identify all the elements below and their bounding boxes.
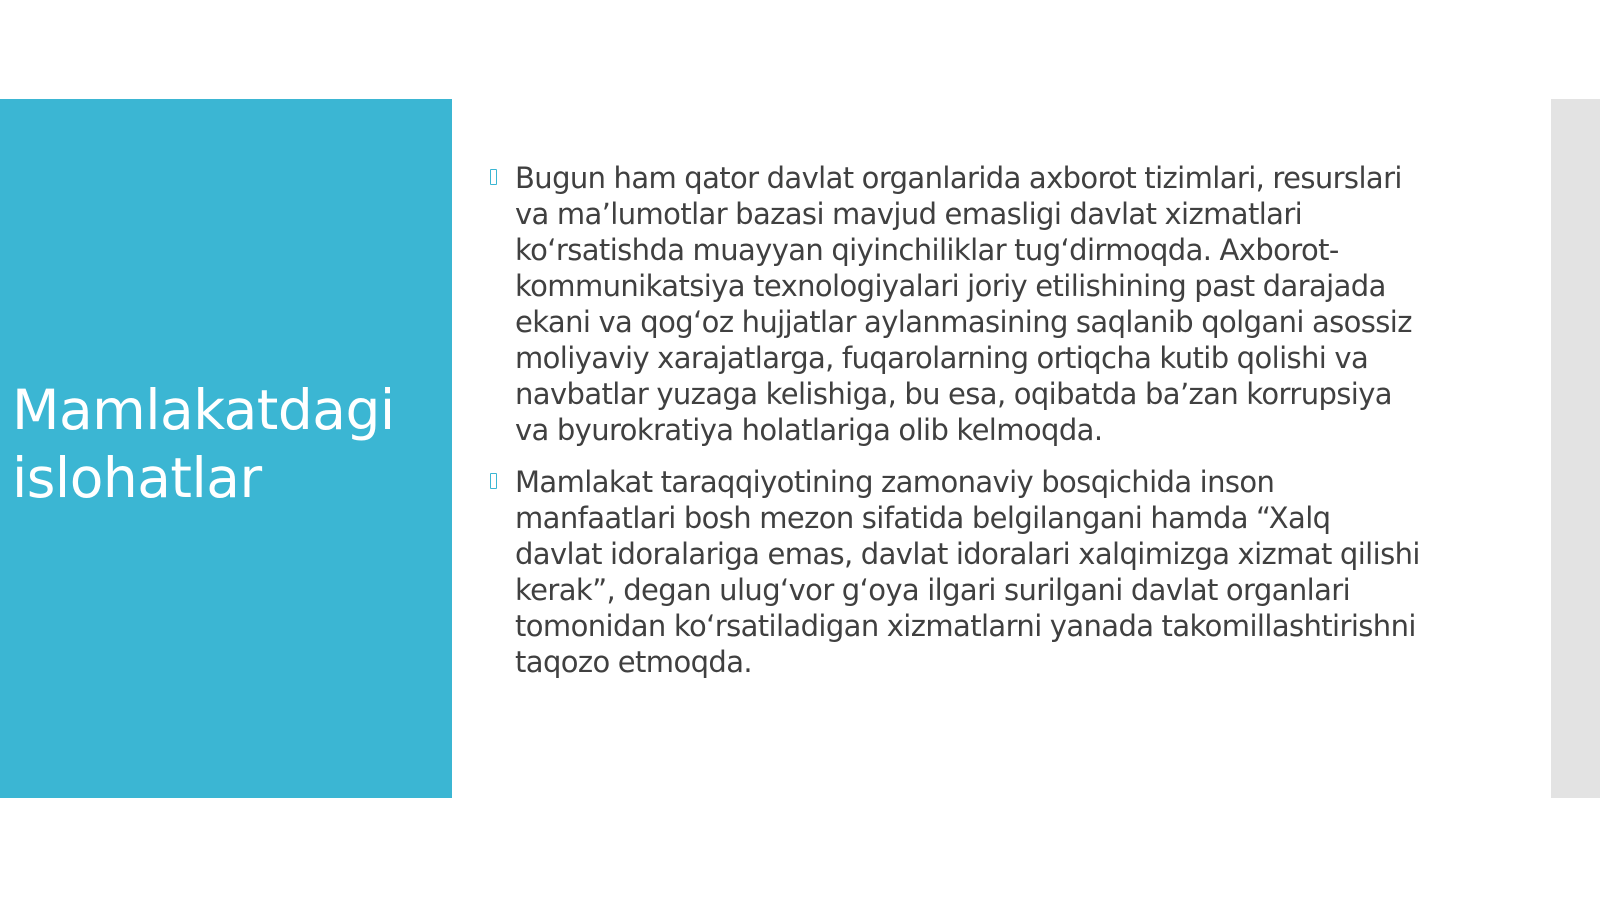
bullet-text: Bugun ham qator davlat organlarida axborot tizimlari, resurslari va ma’lumotlar bazasi mavjud emasligi davlat xizmatlari ko‘rsatishda muayyan qiyinchiliklar tug‘dirmoqda. Axborot-kommunikatsiya texnologiyalari joriy etilishining past darajada ekani va qog‘oz hujjatlar aylanmasining saqlanib qolgani asossiz moliyaviy xarajatlarga, fuqarolarning ortiqcha kutib qolishi va navbatlar yuzaga kelishiga, bu esa, oqibatda ba’zan korrupsiya va byurokratiya holatlariga olib kelmoqda.: [515, 161, 1412, 447]
right-decorative-strip: [1551, 99, 1600, 798]
bullet-item: [490, 464, 1420, 680]
slide-title: Mamlakatdagi islohatlar: [12, 378, 395, 510]
slide-content: [490, 160, 1420, 696]
bullet-item: [490, 160, 1420, 448]
bullet-text: Mamlakat taraqqiyotining zamonaviy bosqichida inson manfaatlari bosh mezon sifatida belgilangani hamda “Xalq davlat idoralariga emas, davlat idoralari xalqimizga xizmat qilishi kerak”, degan ulug‘vor g‘oya ilgari surilgani davlat organlari tomonidan ko‘rsatiladigan xizmatlarni yanada takomillashtirishni taqozo etmoqda.: [515, 465, 1420, 679]
bullet-icon: [490, 473, 497, 489]
bullet-icon: [490, 169, 497, 185]
